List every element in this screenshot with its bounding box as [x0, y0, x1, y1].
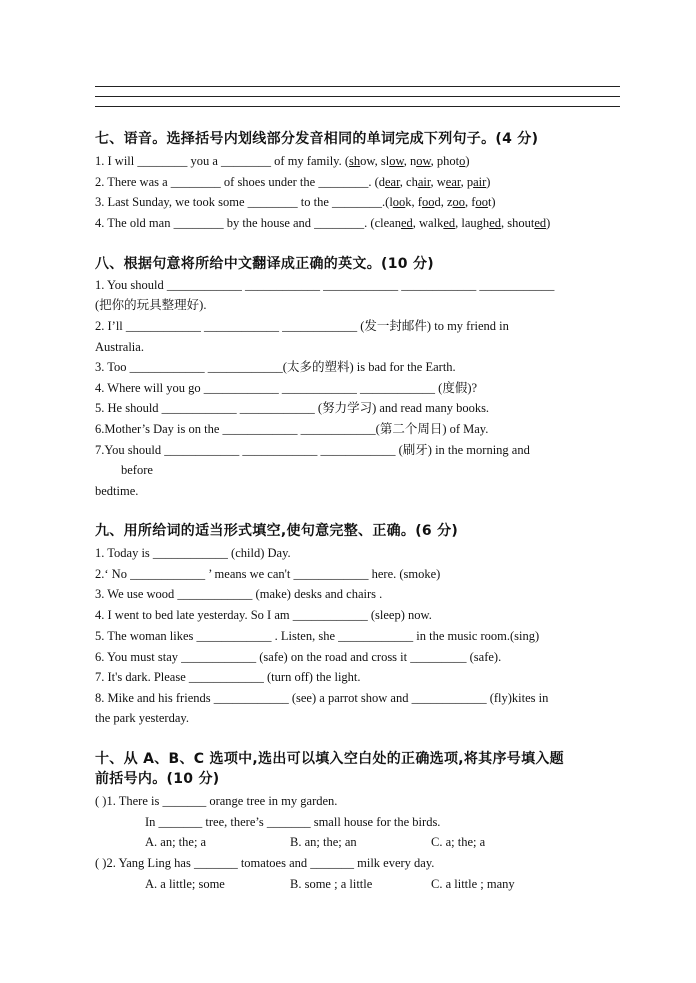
s10-q2-option-a: A. a little; some	[145, 877, 225, 891]
s10-question-1-cont: In _______ tree, there’s _______ small house for the birds.	[145, 815, 441, 829]
top-rule-1	[95, 86, 620, 87]
s10-question-1: ( )1. There is _______ orange tree in my garden.	[95, 794, 338, 808]
s10-q1-option-a: A. an; the; a	[145, 835, 207, 849]
section-9-title: 九、用所给词的适当形式填空,使句意完整、正确。(6 分)	[95, 523, 459, 539]
s8-question-2: 2. I’ll ____________ ____________ ____________ (发一封邮件) to my friend in	[95, 319, 509, 333]
s10-q1-option-c: C. a; the; a	[431, 835, 486, 849]
section-10-title: 十、从 A、B、C 选项中,选出可以填入空白处的正确选项,将其序号填入题	[95, 751, 564, 767]
s9-question-3: 3. We use wood ____________ (make) desks and chairs .	[95, 587, 383, 601]
s8-question-1: 1. You should ____________ ____________ ____________ ____________ ____________	[95, 278, 555, 292]
s7-question-1: 1. I will ________ you a ________ of my family. (show, slow, now, photo)	[95, 154, 470, 168]
s7-question-3: 3. Last Sunday, we took some ________ to the ________.(look, food, zoo, foot)	[95, 195, 496, 209]
s8-question-3: 3. Too ____________ ____________(太多的塑料) is bad for the Earth.	[95, 360, 456, 374]
s8-question-7: 7.You should ____________ ____________ ____________ (刷牙) in the morning and	[95, 443, 530, 457]
s8-question-4: 4. Where will you go ____________ ____________ ____________ (度假)?	[95, 381, 478, 395]
section-8-title: 八、根据句意将所给中文翻译成正确的英文。(10 分)	[95, 256, 434, 272]
s10-q2-option-c: C. a little ; many	[431, 877, 515, 891]
s8-question-7-cont: before	[121, 463, 153, 477]
s8-question-7-end: bedtime.	[95, 484, 139, 498]
s9-question-5: 5. The woman likes ____________ . Listen, she ____________ in the music room.(sing)	[95, 629, 540, 643]
s8-question-2-cont: Australia.	[95, 340, 144, 354]
s10-q2-option-b: B. some ; a little	[290, 877, 373, 891]
s7-question-4: 4. The old man ________ by the house and ________. (cleaned, walked, laughed, shouted)	[95, 216, 551, 230]
s8-question-5: 5. He should ____________ ____________ (努力学习) and read many books.	[95, 401, 490, 415]
s9-question-7: 7. It's dark. Please ____________ (turn off) the light.	[95, 670, 361, 684]
section-10-title-cont: 前括号内。(10 分)	[95, 771, 220, 787]
section-7-title: 七、语音。选择括号内划线部分发音相同的单词完成下列句子。(4 分)	[95, 131, 539, 147]
s9-question-8-cont: the park yesterday.	[95, 711, 189, 725]
top-rule-2	[95, 96, 620, 97]
s9-question-8: 8. Mike and his friends ____________ (see) a parrot show and ____________ (fly)kites in	[95, 691, 549, 705]
top-rule-3	[95, 106, 620, 107]
s7-question-2: 2. There was a ________ of shoes under the ________. (dear, chair, wear, pair)	[95, 175, 491, 189]
s8-question-1-cont: (把你的玩具整理好).	[95, 298, 207, 312]
s10-question-2: ( )2. Yang Ling has _______ tomatoes and _______ milk every day.	[95, 856, 435, 870]
s9-question-4: 4. I went to bed late yesterday. So I am ____________ (sleep) now.	[95, 608, 432, 622]
s9-question-2: 2.‘ No ____________ ’ means we can't ____________ here. (smoke)	[95, 567, 441, 581]
s9-question-6: 6. You must stay ____________ (safe) on the road and cross it _________ (safe).	[95, 650, 502, 664]
s10-q1-option-b: B. an; the; an	[290, 835, 357, 849]
s8-question-6: 6.Mother’s Day is on the ____________ ____________(第二个周日) of May.	[95, 422, 489, 436]
s9-question-1: 1. Today is ____________ (child) Day.	[95, 546, 291, 560]
